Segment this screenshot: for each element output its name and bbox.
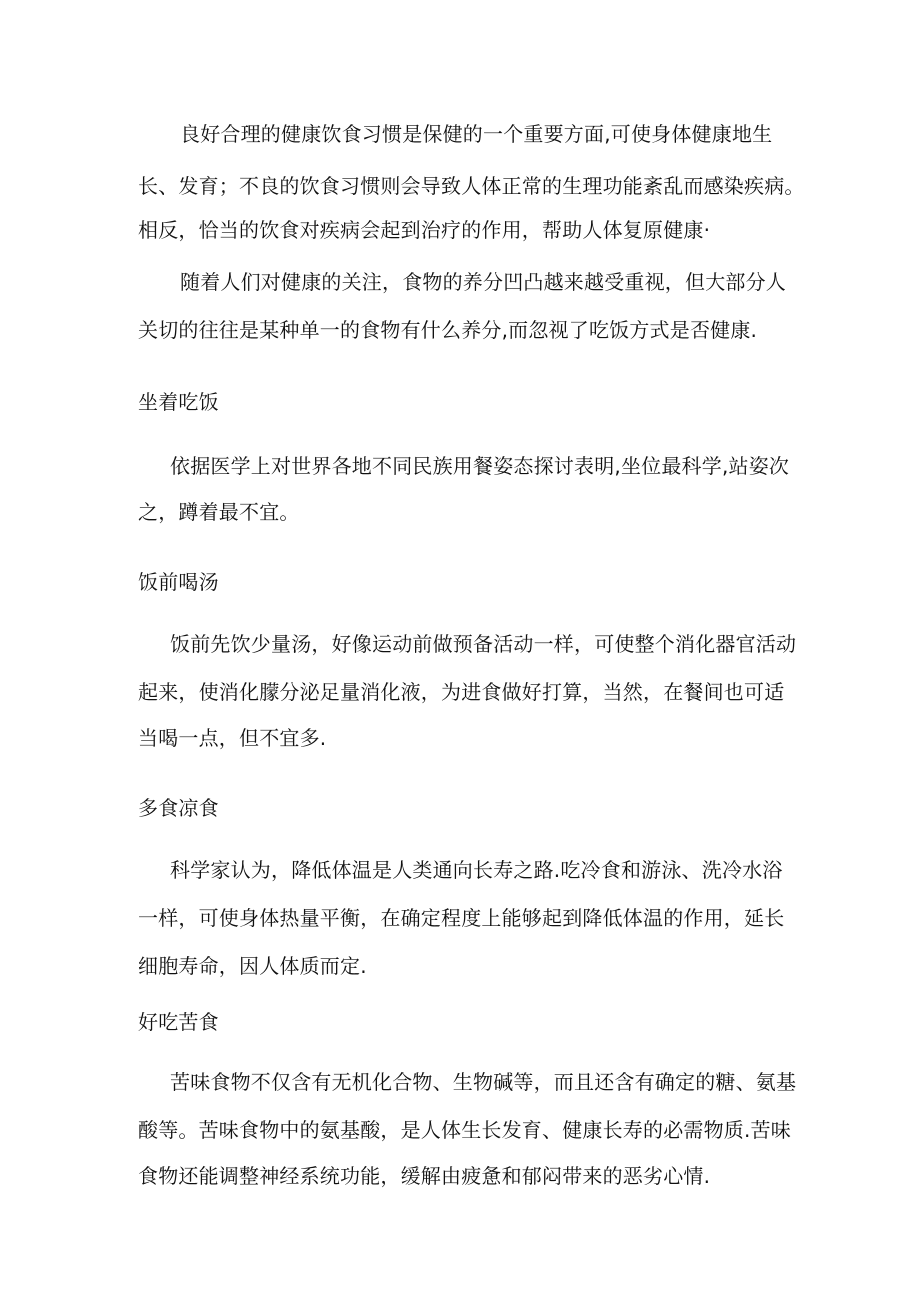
section-heading-bitter-food: 好吃苦食 [138,1010,219,1034]
intro-p1-line-2: 长、发育；不良的饮食习惯则会导致人体正常的生理功能紊乱而感染疾病。 [138,174,805,198]
section-heading-cold-food: 多食凉食 [138,796,219,820]
section-bitter-food-line-1: 苦味食物不仅含有无机化合物、生物碱等，而且还含有确定的糖、氨基 [170,1070,797,1094]
section-bitter-food-line-2: 酸等。苦味食物中的氨基酸，是人体生长发育、健康长寿的必需物质.苦味 [138,1118,791,1142]
section-soup-line-2: 起来，使消化朦分泌足量消化液，为进食做好打算，当然，在餐间也可适 [138,680,785,704]
section-sitting-line-1: 依据医学上对世界各地不同民族用餐姿态探讨表明,坐位最科学,站姿次 [170,454,790,478]
section-cold-food-line-3: 细胞寿命，因人体质而定. [138,954,367,978]
intro-p2-line-2: 关切的往往是某种单一的食物有什么养分,而忽视了吃饭方式是否健康. [138,318,758,342]
section-heading-sitting: 坐着吃饭 [138,390,219,414]
section-heading-soup: 饭前喝汤 [138,570,219,594]
intro-p1-line-1: 良好合理的健康饮食习惯是保健的一个重要方面,可使身体健康地生 [180,122,773,146]
section-cold-food-line-1: 科学家认为，降低体温是人类通向长寿之路.吃冷食和游泳、洗冷水浴 [170,858,783,882]
section-sitting-line-2: 之，蹲着最不宜。 [138,500,300,524]
section-bitter-food-line-3: 食物还能调整神经系统功能，缓解由疲惫和郁闷带来的恶劣心情. [138,1164,711,1188]
section-soup-line-3: 当喝一点，但不宜多. [138,726,327,750]
section-soup-line-1: 饭前先饮少量汤，好像运动前做预备活动一样，可使整个消化器官活动 [170,632,797,656]
section-cold-food-line-2: 一样，可使身体热量平衡，在确定程度上能够起到降低体温的作用，延长 [138,906,785,930]
intro-p2-line-1: 随着人们对健康的关注，食物的养分凹凸越来越受重视，但大部分人 [180,270,786,294]
intro-p1-line-3: 相反，恰当的饮食对疾病会起到治疗的作用，帮助人体复原健康· [138,218,711,242]
